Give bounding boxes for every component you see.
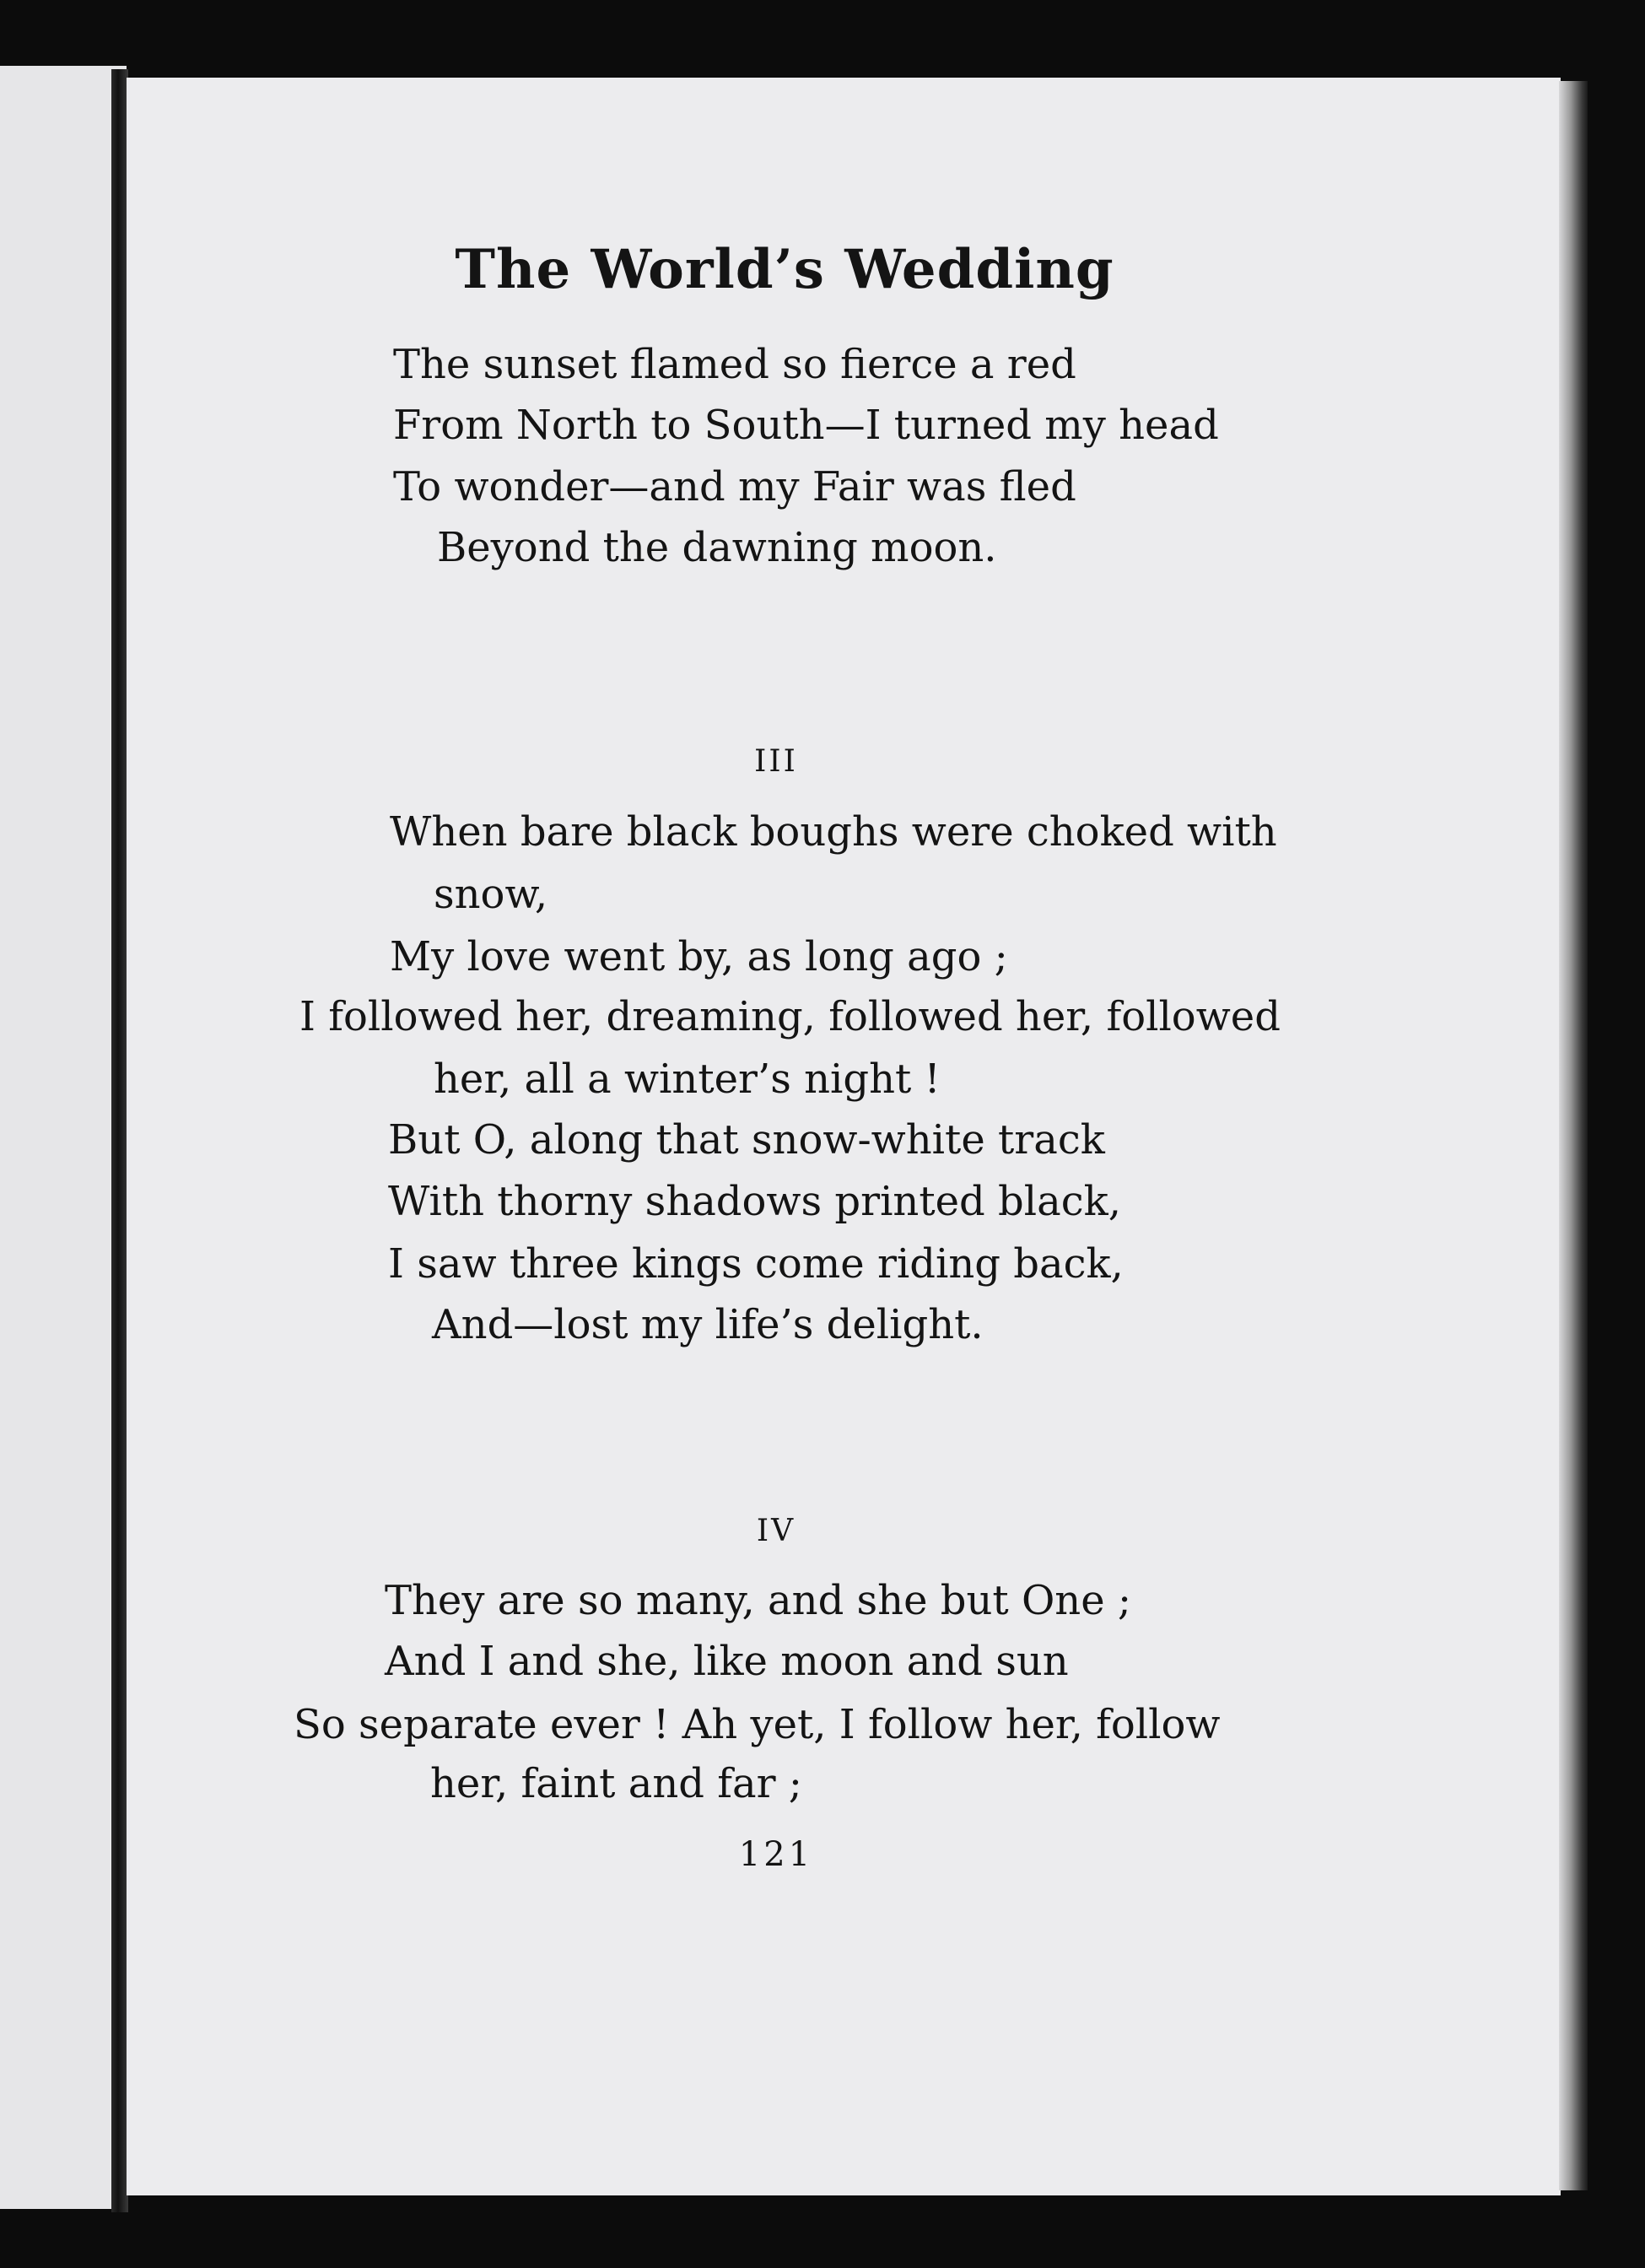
verse-line: And I and she, like moon and sun	[385, 1638, 1069, 1685]
verse-line: The sunset flamed so fierce a red	[393, 341, 1076, 388]
verse-line: snow,	[434, 871, 548, 918]
verse-line: They are so many, and she but One ;	[385, 1577, 1132, 1624]
verse-line: Beyond the dawning moon.	[437, 524, 997, 571]
facing-page-edge	[0, 66, 127, 2209]
verse-line: her, all a winter’s night !	[434, 1056, 941, 1103]
page-fore-edge	[1559, 81, 1588, 2190]
verse-line: From North to South—I turned my head	[393, 402, 1219, 449]
verse-line: her, faint and far ;	[430, 1760, 802, 1807]
page-number: 121	[738, 1835, 814, 1874]
poem-title: The World’s Wedding	[455, 238, 1114, 301]
verse-line: And—lost my life’s delight.	[432, 1301, 984, 1348]
verse-line: I followed her, dreaming, followed her, followed	[299, 993, 1281, 1040]
section-numeral-iv: IV	[756, 1514, 796, 1548]
verse-line: With thorny shadows printed black,	[388, 1178, 1121, 1225]
verse-line: But O, along that snow-white track	[388, 1116, 1105, 1164]
verse-line: When bare black boughs were choked with	[390, 808, 1277, 856]
verse-line: So separate ever ! Ah yet, I follow her, follow	[294, 1701, 1221, 1748]
verse-line: To wonder—and my Fair was fled	[393, 463, 1076, 510]
verse-line: I saw three kings come riding back,	[388, 1240, 1124, 1288]
section-numeral-iii: III	[754, 744, 798, 779]
book-gutter	[111, 69, 128, 2212]
verse-line: My love went by, as long ago ;	[390, 933, 1008, 980]
